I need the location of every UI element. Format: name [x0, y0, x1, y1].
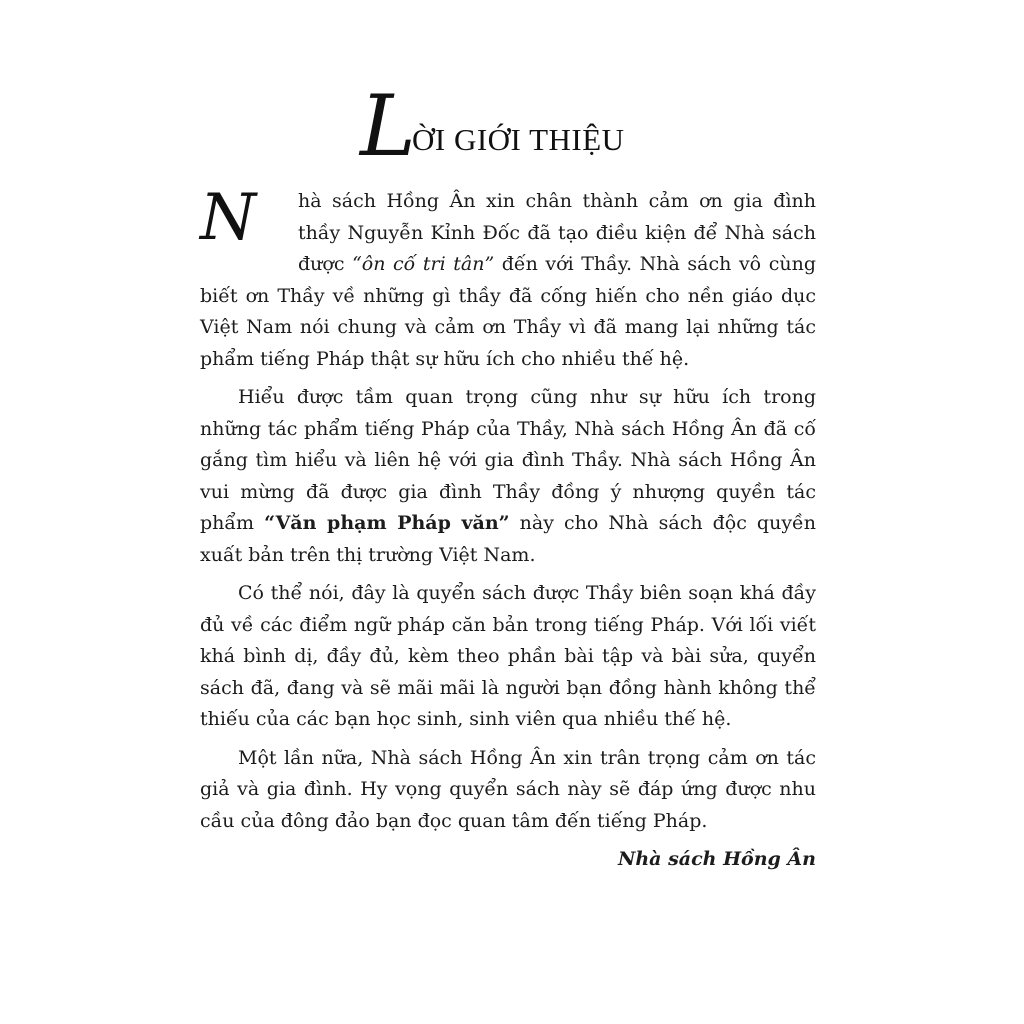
paragraph-1-text-b: đến với Thầy. Nhà sách vô cùng biết ơn Thầy về những gì thầy đã cống hiến cho nền giáo dục Việt Nam nói chung và cảm ơn Thầy vì đã mang lại những tác phẩm tiếng Pháp thật sự hữu ích cho nhiều thế hệ. [200, 253, 816, 370]
paragraph-2-book-title: “Văn phạm Pháp văn” [264, 512, 510, 534]
paragraph-1 [200, 181, 816, 375]
paragraph-1-quote: “ôn cố tri tân” [352, 253, 495, 275]
drop-cap-initial: N [200, 181, 256, 255]
title-text: ỜI GIỚI THIỆU [412, 122, 625, 157]
signature: Nhà sách Hồng Ân [617, 848, 816, 870]
paragraph-3: Có thể nói, đây là quyển sách được Thầy biên soạn khá đầy đủ về các điểm ngữ pháp căn bản trong tiếng Pháp. Với lối viết khá bình dị, đầy đủ, kèm theo phần bài tập và bài sửa, quyển sách đã, đang và sẽ mãi mãi là người bạn đồng hành không thể thiếu của các bạn học sinh, sinh viên qua nhiều thế hệ. [200, 582, 816, 730]
page-title [360, 77, 680, 175]
title-decorative-initial: L [360, 77, 416, 175]
paragraph-4: Một lần nữa, Nhà sách Hồng Ân xin trân trọng cảm ơn tác giả và gia đình. Hy vọng quyển sách này sẽ đáp ứng được nhu cầu của đông đảo bạn đọc quan tâm đến tiếng Pháp. [200, 746, 816, 832]
paragraph-1-text-a: hà sách Hồng Ân xin chân thành cảm ơn gia đình thầy Nguyễn Kỉnh Đốc đã tạo điều kiện để Nhà sách được [298, 190, 816, 275]
body-text [200, 181, 816, 883]
paragraph-2-text-a: Hiểu được tầm quan trọng cũng như sự hữu ích trong những tác phẩm tiếng Pháp của Thầy, Nhà sách Hồng Ân đã cố gắng tìm hiểu và liên hệ với gia đình Thầy. Nhà sách Hồng Ân vui mừng đã được gia đình Thầy đồng ý nhượng quyền tác phẩm [200, 386, 816, 534]
paragraph-2-text-b: này cho Nhà sách độc quyền xuất bản trên thị trường Việt Nam. [200, 512, 816, 566]
paragraph-2 [200, 382, 816, 571]
